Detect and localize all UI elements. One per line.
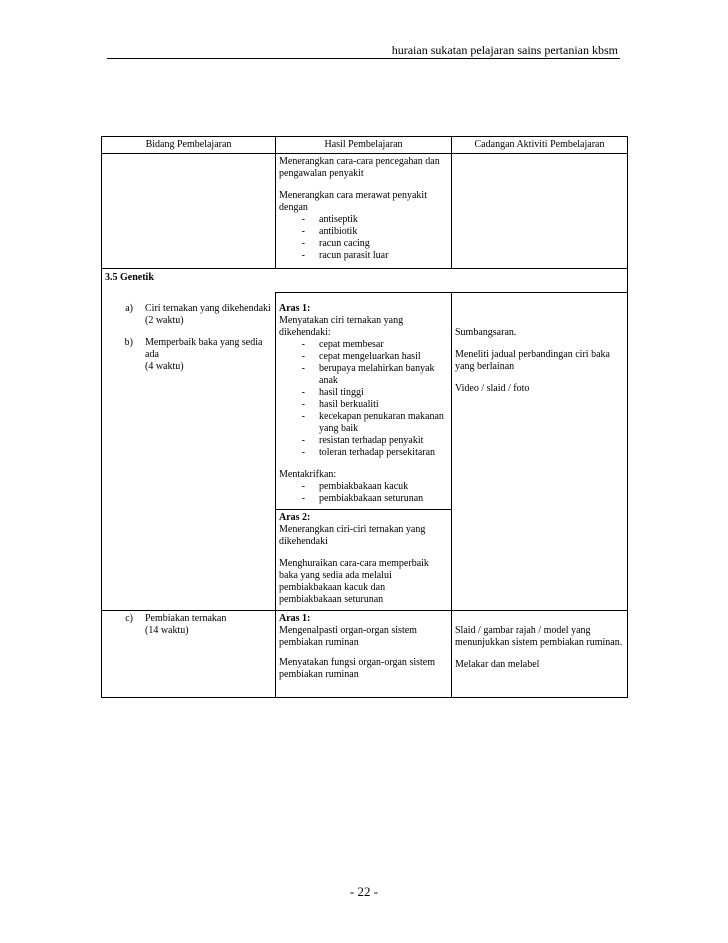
list-item: - pembiakbakaan kacuk <box>301 481 409 492</box>
table-row <box>102 510 628 611</box>
hasil-cell <box>276 154 452 269</box>
hasil-text: Menerangkan cara-cara pencegahan dan pengawalan penyakit <box>279 156 440 179</box>
header-cadangan: Cadangan Aktiviti Pembelajaran <box>452 137 628 154</box>
bidang-cell <box>102 510 276 611</box>
hasil-text: Menghuraikan cara-cara memperbaik baka yang sedia ada melalui pembiakbakaan kacuk dan pembiakbakaan seturunan <box>279 558 429 605</box>
cadangan-cell <box>452 611 628 698</box>
hasil-cell <box>276 510 452 611</box>
aras-title: Aras 2: <box>279 512 311 523</box>
cadangan-text: Meneliti jadual perbandingan ciri baka yang berlainan <box>455 349 610 372</box>
header-text: huraian sukatan pelajaran sains pertanian kbsm <box>391 43 618 57</box>
table-row <box>102 154 628 269</box>
list-item: - hasil berkualiti <box>301 399 379 410</box>
page-number: - 22 - <box>349 884 379 899</box>
list-item: - antibiotik <box>301 226 358 237</box>
aras-title: Aras 1: <box>279 303 311 314</box>
cadangan-cell <box>452 154 628 269</box>
list-item: - pembiakbakaan seturunan <box>301 493 424 504</box>
cadangan-text: Slaid / gambar rajah / model yang menunjukkan sistem pembiakan ruminan. <box>455 625 623 648</box>
syllabus-table <box>101 136 628 698</box>
aras-title: Aras 1: <box>279 613 311 624</box>
bidang-cell <box>102 154 276 269</box>
list-item: - antiseptik <box>301 214 358 225</box>
list-item: - cepat membesar <box>301 339 384 350</box>
hasil-text: Menerangkan cara merawat penyakit dengan <box>279 190 427 213</box>
list-item: - berupaya melahirkan banyak anak <box>301 363 435 386</box>
cadangan-text: Melakar dan melabel <box>455 659 540 670</box>
list-item: - racun cacing <box>301 238 370 249</box>
list-item: b) Memperbaik baka yang sedia ada (4 waktu) <box>124 336 263 372</box>
table-header-row <box>102 137 628 154</box>
list-item: - racun parasit luar <box>301 250 389 261</box>
list-item: - hasil tinggi <box>301 387 364 398</box>
hasil-text: Menyatakan fungsi organ-organ sistem pembiakan ruminan <box>279 657 435 680</box>
hasil-text: Mentakrifkan: <box>279 469 337 480</box>
hasil-text: Mengenalpasti organ-organ sistem pembiakan ruminan <box>279 625 417 648</box>
list-item: - cepat mengeluarkan hasil <box>301 351 421 362</box>
hasil-text: Menerangkan ciri-ciri ternakan yang dikehendaki <box>279 524 426 547</box>
header-hasil: Hasil Pembelajaran <box>276 137 452 154</box>
list-item: c) Pembiakan ternakan (14 waktu) <box>125 613 227 636</box>
cadangan-cell <box>452 510 628 611</box>
header-bidang: Bidang Pembelajaran <box>102 137 276 154</box>
list-item: - resistan terhadap penyakit <box>301 435 424 446</box>
table-row <box>102 611 628 698</box>
section-title: 3.5 Genetik <box>102 269 628 293</box>
hasil-cell <box>276 293 452 510</box>
hasil-cell <box>276 611 452 698</box>
cadangan-text: Sumbangsaran. <box>455 327 517 338</box>
list-item: - toleran terhadap persekitaran <box>301 447 436 458</box>
cadangan-text: Video / slaid / foto <box>455 383 530 394</box>
cadangan-cell <box>452 293 628 510</box>
section-row <box>102 269 628 293</box>
table-row <box>102 293 628 510</box>
bidang-cell <box>102 293 276 510</box>
list-item: - kecekapan penukaran makanan yang baik <box>301 411 444 434</box>
page-header <box>107 44 620 59</box>
bidang-cell <box>102 611 276 698</box>
hasil-text: Menyatakan ciri ternakan yang dikehendaki: <box>279 315 404 338</box>
list-item: a) Ciri ternakan yang dikehendaki (2 waktu) <box>125 302 271 326</box>
